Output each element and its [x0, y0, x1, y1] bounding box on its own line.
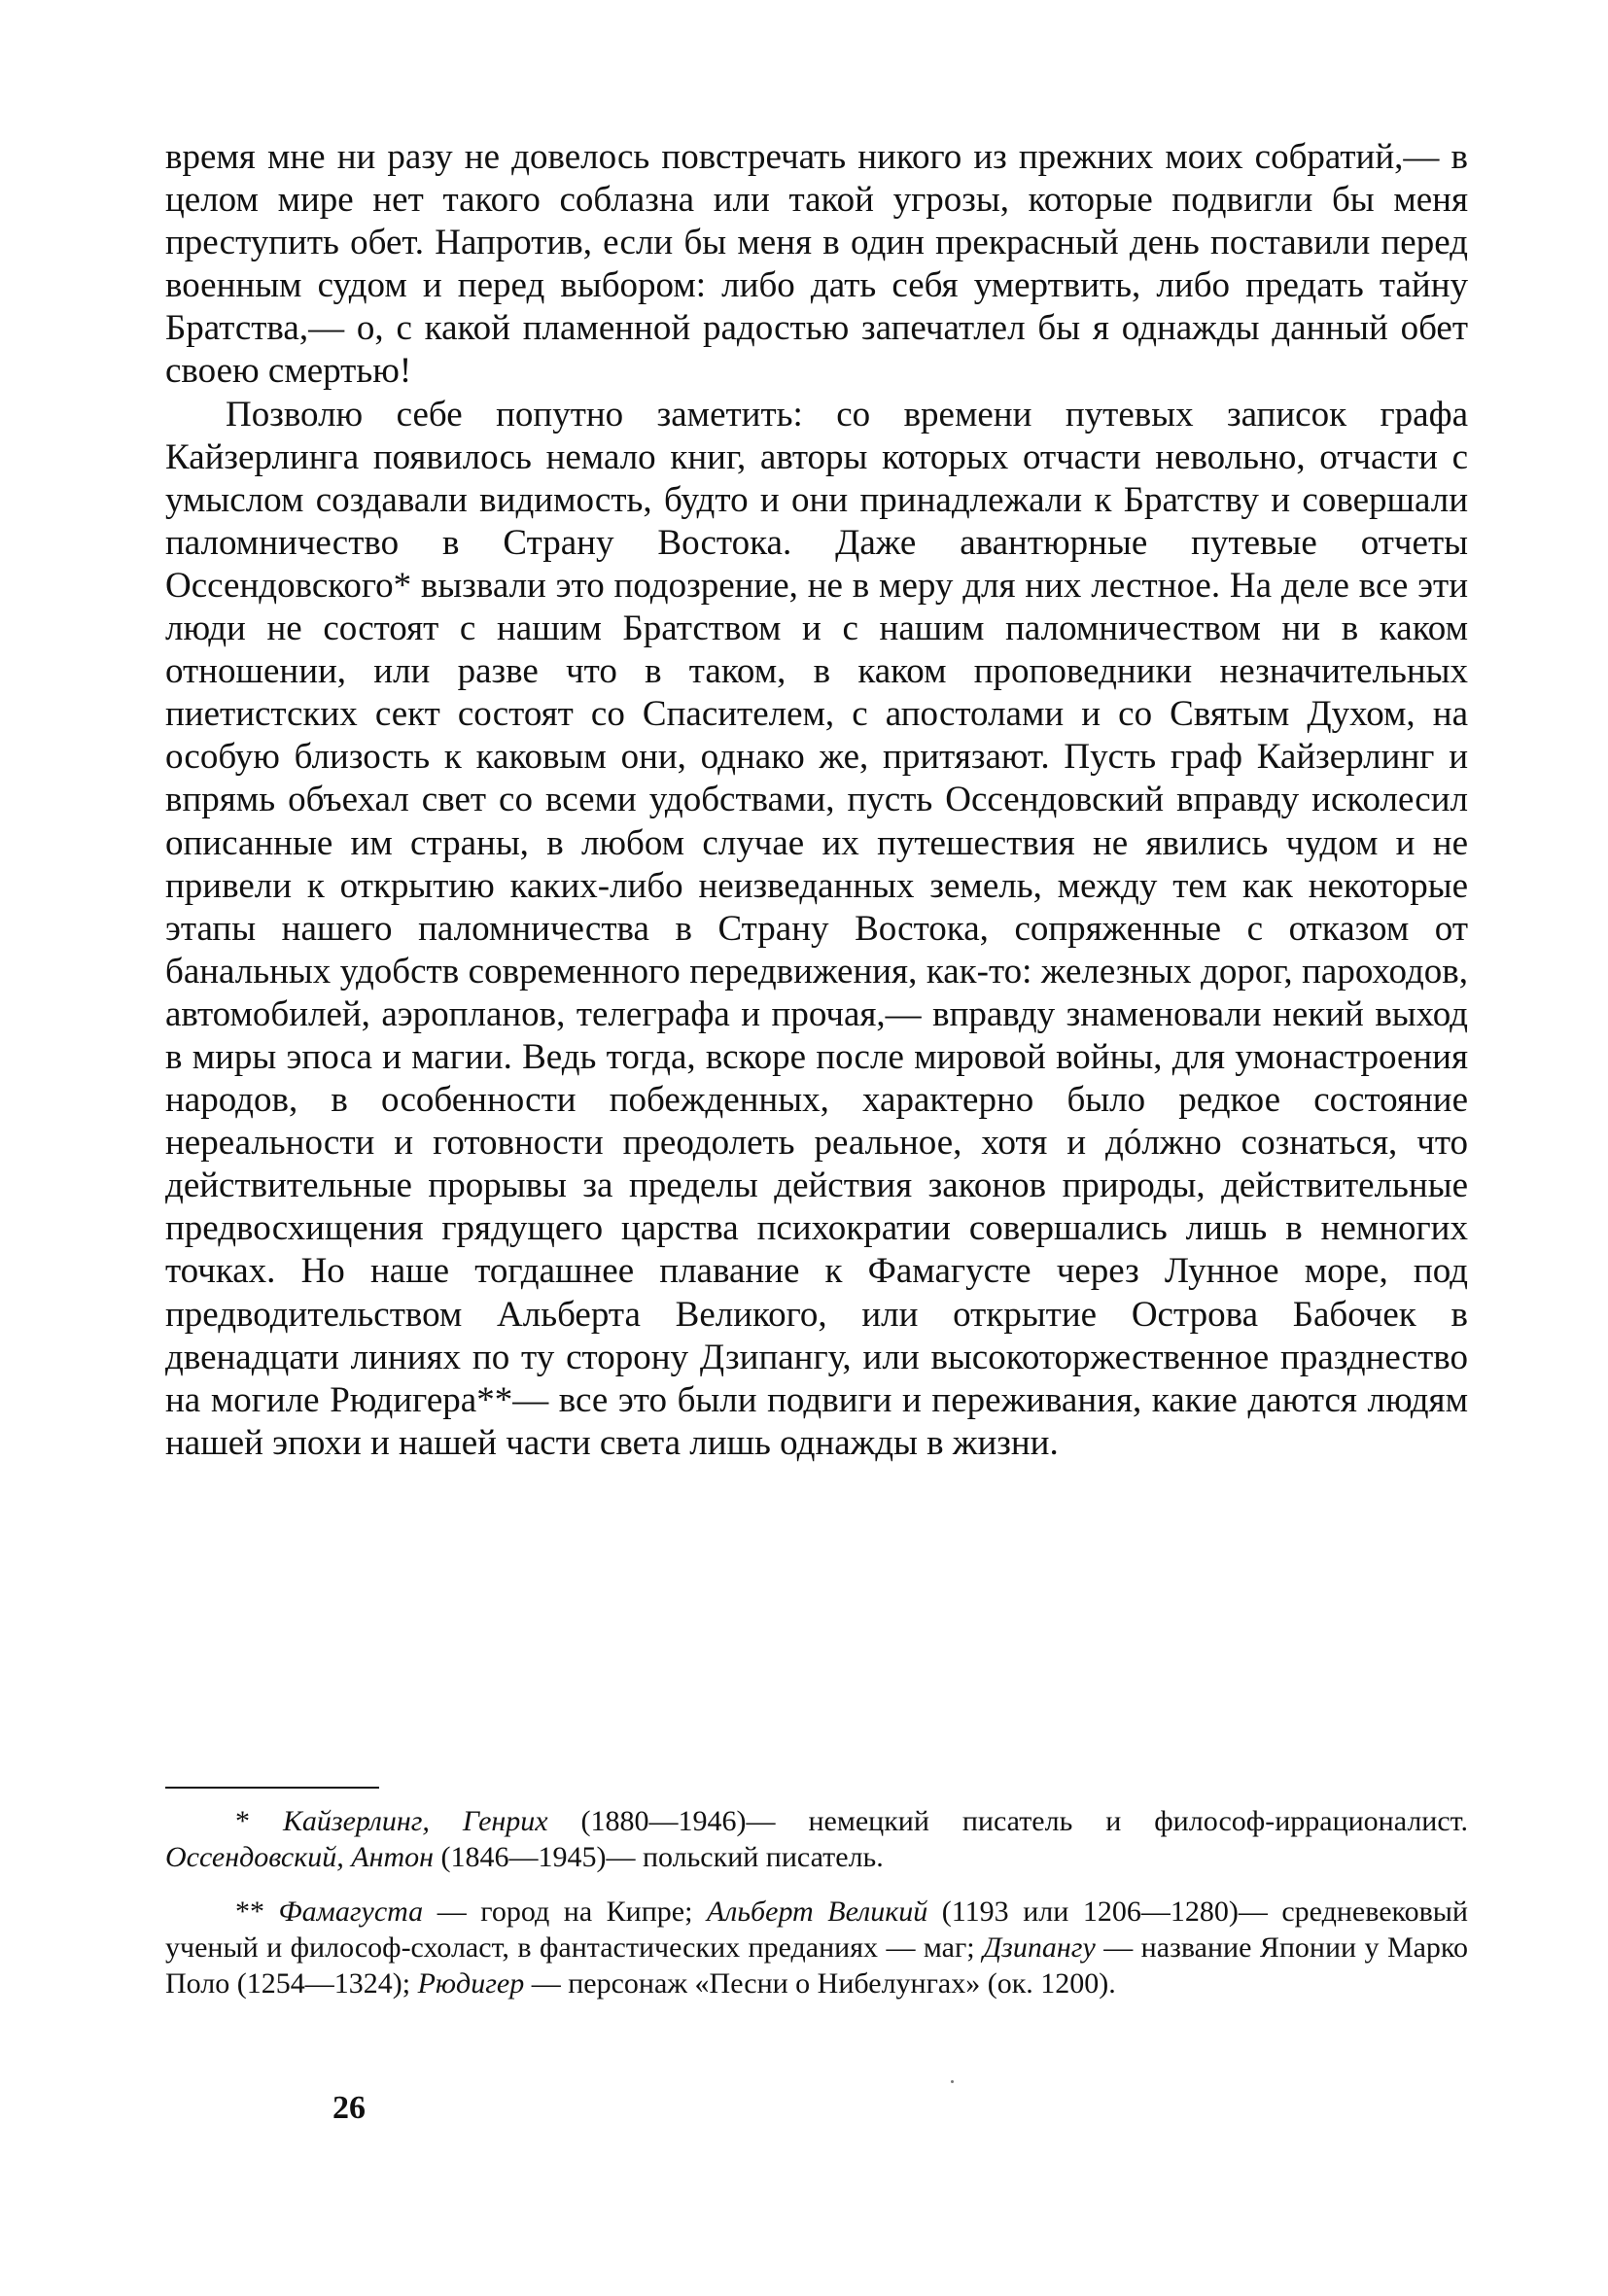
footnote-text: — персонаж «Песни о Нибелунгах» (ок. 1200).	[524, 1967, 1116, 2000]
paragraph-2: Позволю себе попутно заметить: со времени путевых записок графа Кайзерлинга появилось немало книг, авторы которых отчасти невольно, отчасти с умыслом создавали видимость, будто и они принадлежали к Братству и совершали паломничество в Страну Востока. Даже авантюрные путевые отчеты Оссендовского* вызвали это подозрение, не в меру для них лестное. На деле все эти люди не состоят с нашим Братством и с нашим паломничеством ни в каком отношении, или разве что в таком, в каком проповедники незначительных пиетистских сект состоят со Спасителем, с апостолами и со Святым Духом, на особую близость к каковым они, однако же, притязают. Пусть граф Кайзерлинг и впрямь объехал свет со всеми удобствами, пусть Оссендовский вправду исколесил описанные им страны, в любом случае их путешествия не явились чудом и не привели к открытию каких-либо неизведанных земель, между тем как некоторые этапы нашего паломничества в Страну Востока, сопряженные с отказом от банальных удобств современного передвижения, как-то: железных дорог, пароходов, автомобилей, аэропланов, телеграфа и прочая,— вправду знаменовали некий выход в миры эпоса и магии. Ведь тогда, вскоре после мировой войны, для умонастроения народов, в особенности побежденных, характерно было редкое состояние нереальности и готовности преодолеть реальное, хотя и дóлжно сознаться, что действительные прорывы за пределы действия законов природы, действительные предвосхищения грядущего царства психократии совершались лишь в немногих точках. Но наше тогдашнее плавание к Фамагусте через Лунное море, под предводительством Альберта Великого, или открытие Острова Бабочек в двенадцати линиях по ту сторону Дзипангу, или высокоторжественное празднество на могиле Рюдигера**— все это были подвиги и переживания, какие даются людям нашей эпохи и нашей части света лишь однажды в жизни.	[165, 394, 1468, 1463]
footnote-text: (1846—1945)— польский писатель.	[434, 1841, 884, 1873]
footnote-1	[165, 1803, 1468, 1875]
footnote-mark: **	[235, 1896, 264, 1928]
paragraph-1: время мне ни разу не довелось повстречать никого из прежних моих собратий,— в целом мире нет такого соблазна или такой угрозы, которые подвигли бы меня преступить обет. Напротив, если бы меня в один прекрасный день поставили перед военным судом и перед выбором: либо дать себя умертвить, либо предать тайну Братства,— о, с какой пламенной радостью запечатлел бы я однажды данный обет своею смертью!	[165, 137, 1468, 392]
footnote-mark: *	[235, 1805, 250, 1837]
footnote-text: — название Японии у Марко Поло (1254—1324);	[165, 1931, 1468, 2000]
footnote-name: Кайзерлинг, Генрих	[282, 1805, 548, 1837]
main-text	[165, 136, 1468, 1465]
footnote-separator	[165, 1787, 379, 1789]
footnote-term: Фамагуста	[278, 1896, 424, 1928]
scan-speck	[951, 2080, 954, 2083]
footnote-term: Дзипангу	[983, 1931, 1096, 1964]
footnote-name: Оссендовский, Антон	[165, 1841, 435, 1873]
footnote-text: (1880—1946)— немецкий писатель и философ-иррационалист.	[547, 1805, 1469, 1837]
footnotes	[165, 1803, 1468, 2020]
footnote-term: Рюдигер	[417, 1967, 525, 2000]
footnote-text: — город на Кипре;	[423, 1896, 707, 1928]
page-number: 26	[332, 2090, 366, 2126]
footnote-term: Альберт Великий	[706, 1896, 928, 1928]
footnote-text: (1193 или 1206—1280)— средневековый ученый и философ-схоласт, в фантастических преданиях — маг;	[165, 1896, 1468, 1964]
footnote-2	[165, 1894, 1468, 2001]
